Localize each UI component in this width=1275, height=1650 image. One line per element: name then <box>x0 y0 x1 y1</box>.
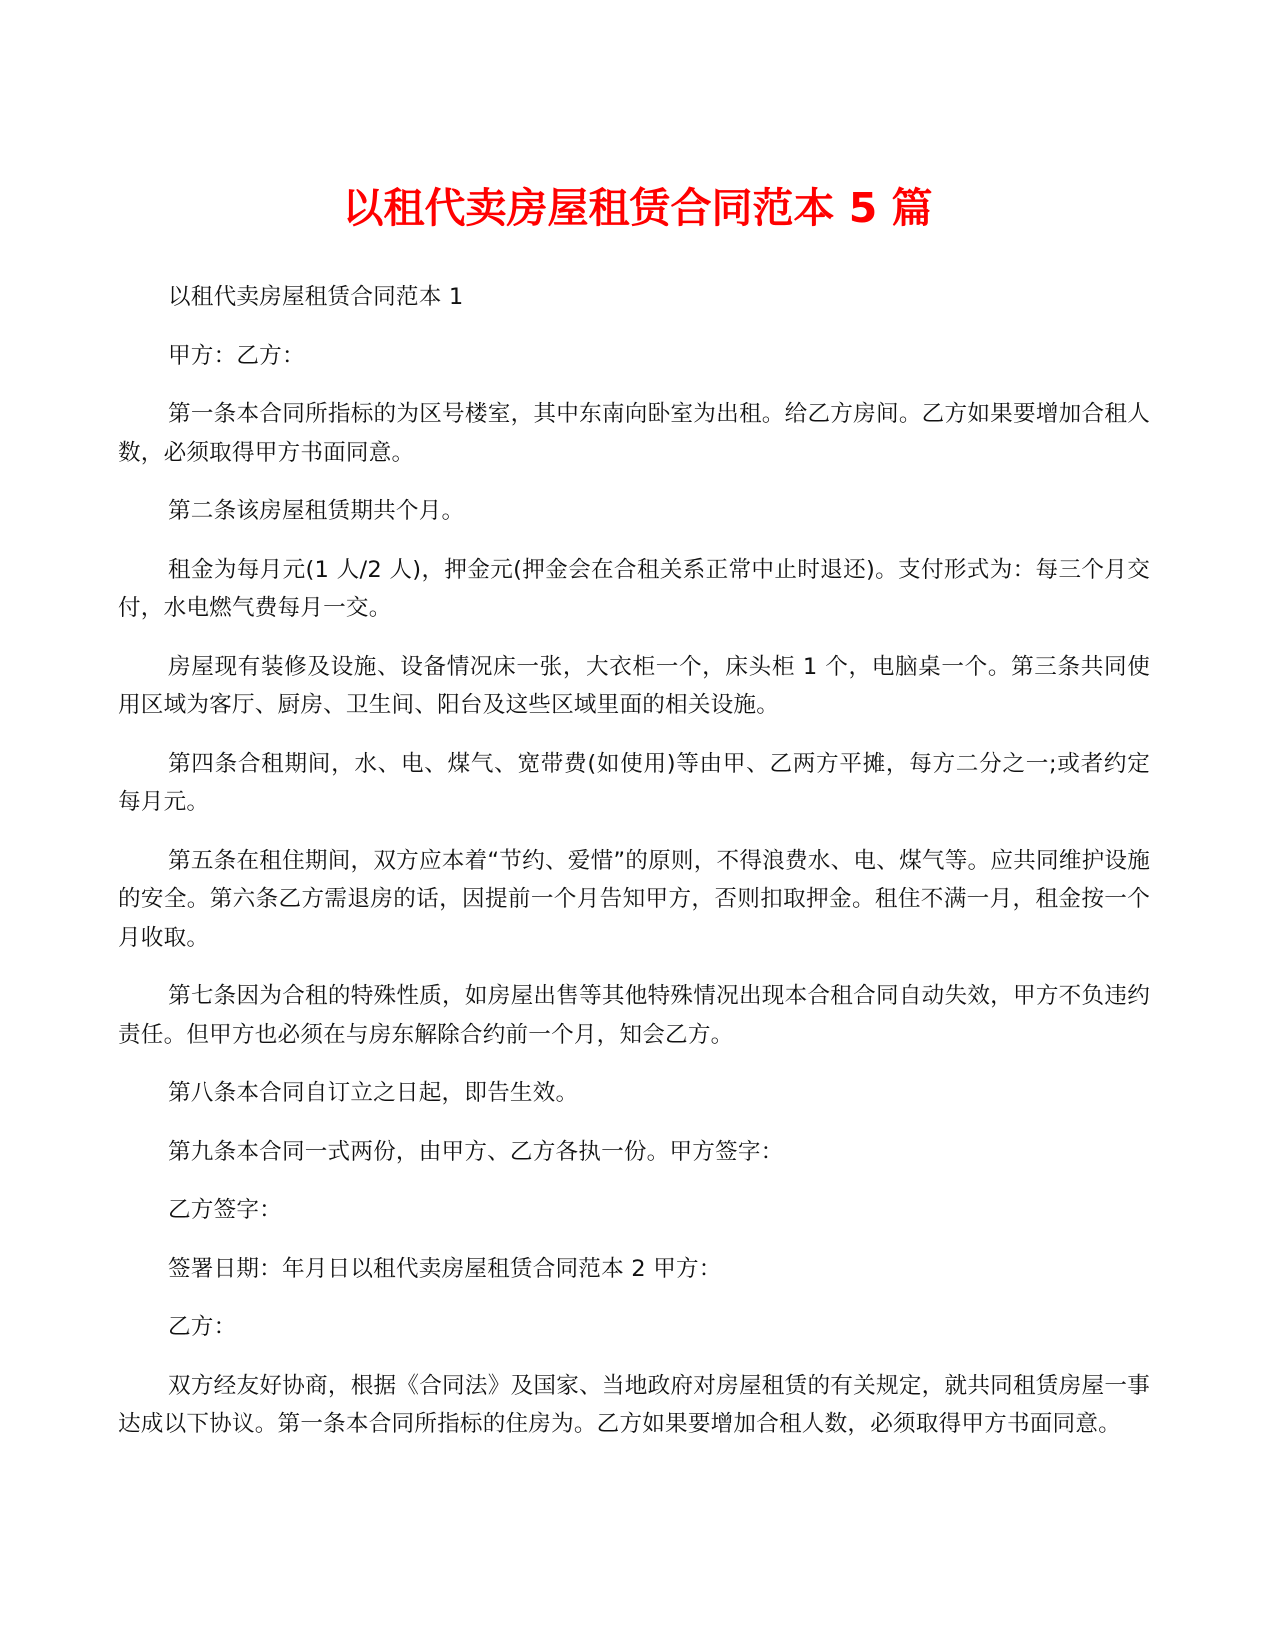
paragraph-contract-1-heading: 以租代卖房屋租赁合同范本 1 <box>168 284 464 310</box>
paragraph-article-5: 第五条在租住期间，双方应本着“节约、爱惜”的原则，不得浪费水、电、煤气等。应共同维护设施的安全。第六条乙方需退房的话，因提前一个月告知甲方，否则扣取押金。租住不满一月，租金按一个月收取。 <box>118 847 1150 951</box>
paragraph-article-4: 第四条合租期间，水、电、煤气、宽带费(如使用)等由甲、乙两方平摊，每方二分之一;或者约定每月元。 <box>118 750 1150 815</box>
paragraph-agreement: 双方经友好协商，根据《合同法》及国家、当地政府对房屋租赁的有关规定，就共同租赁房屋一事达成以下协议。第一条本合同所指标的住房为。乙方如果要增加合租人数，必须取得甲方书面同意。 <box>118 1372 1150 1437</box>
paragraph-parties: 甲方：乙方： <box>168 342 305 369</box>
document-title: 以租代卖房屋租赁合同范本 5 篇 <box>342 184 933 232</box>
paragraph-article-9: 第九条本合同一式两份，由甲方、乙方各执一份。甲方签字： <box>168 1138 784 1165</box>
paragraph-article-7: 第七条因为合租的特殊性质，如房屋出售等其他特殊情况出现本合租合同自动失效，甲方不负违约责任。但甲方也必须在与房东解除合约前一个月，知会乙方。 <box>118 983 1150 1048</box>
paragraph-sign-date: 签署日期：年月日以租代卖房屋租赁合同范本 2 甲方： <box>168 1255 722 1282</box>
document-body <box>118 278 1150 1464</box>
paragraph-article-8: 第八条本合同自订立之日起，即告生效。 <box>168 1080 579 1106</box>
paragraph-party-b: 乙方： <box>168 1314 237 1340</box>
paragraph-furnishings: 房屋现有装修及设施、设备情况床一张，大衣柜一个，床头柜 1 个，电脑桌一个。第三条共同使用区域为客厅、厨房、卫生间、阳台及这些区域里面的相关设施。 <box>118 653 1150 718</box>
paragraph-article-1: 第一条本合同所指标的为区号楼室，其中东南向卧室为出租。给乙方房间。乙方如果要增加合租人数，必须取得甲方书面同意。 <box>118 401 1150 466</box>
paragraph-article-2: 第二条该房屋租赁期共个月。 <box>168 498 465 524</box>
paragraph-party-b-signature: 乙方签字： <box>168 1197 282 1223</box>
paragraph-rent: 租金为每月元(1 人/2 人)，押金元(押金会在合租关系正常中止时退还)。支付形式为：每三个月交付，水电燃气费每月一交。 <box>118 556 1150 621</box>
